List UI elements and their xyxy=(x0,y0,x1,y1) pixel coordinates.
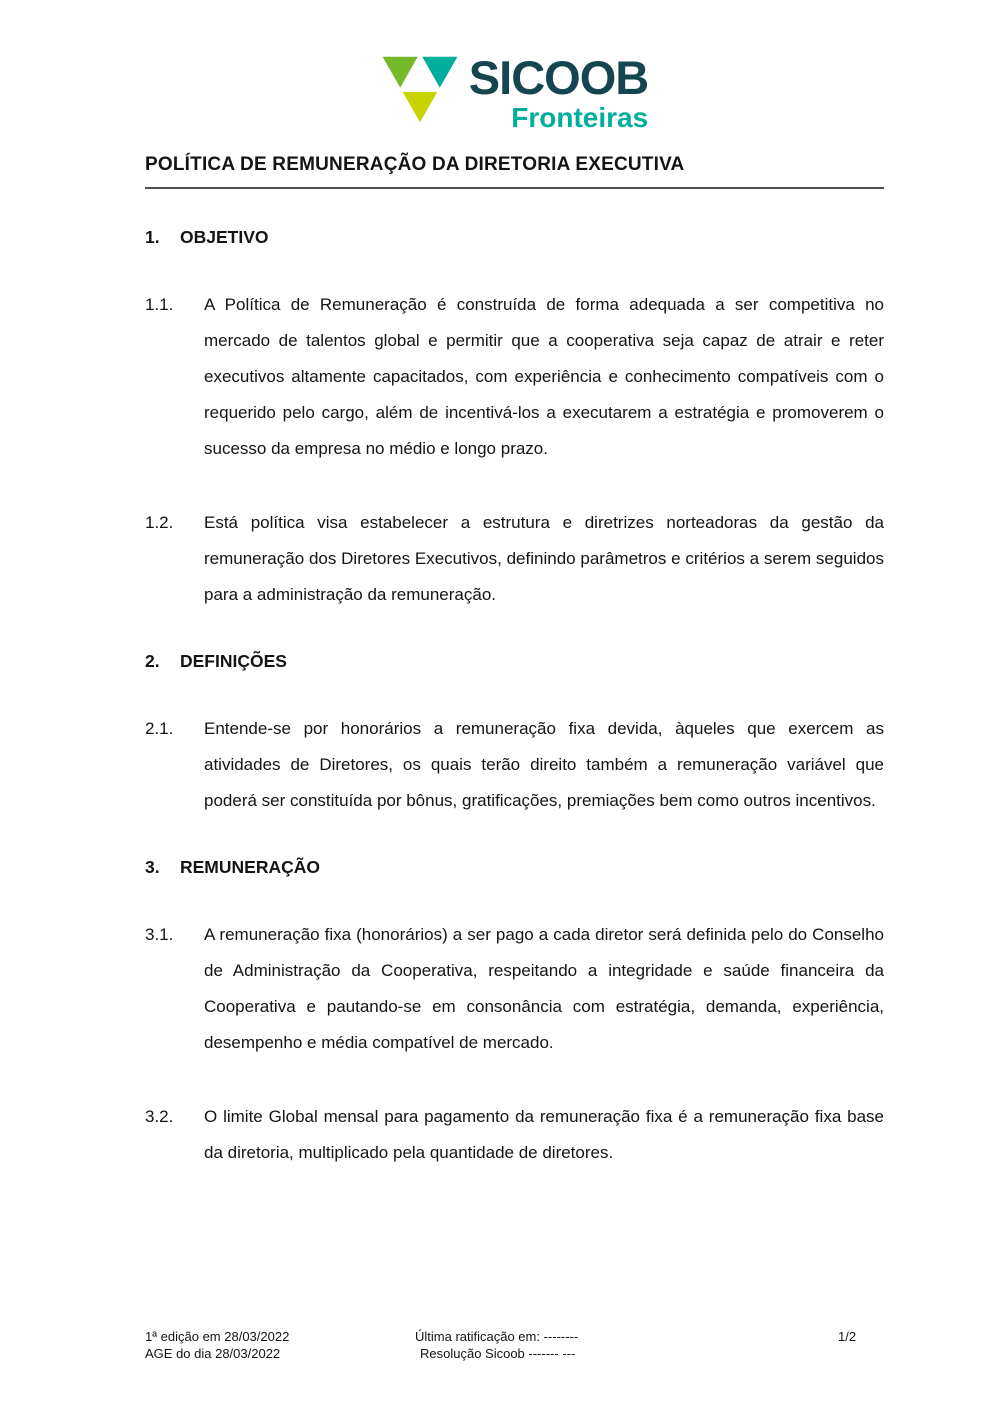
item-number: 3.2. xyxy=(145,1107,174,1126)
item-text: A Política de Remuneração é construída de forma adequada a ser competitiva no mercado de talentos global e permitir que a cooperativa seja capaz de atrair e reter executivos altamente capacitados, com experiência e conhecimento compatíveis com o requerido pelo cargo, além de incentivá-los a executarem a estratégia e promoverem o sucesso da empresa no médio e longo prazo. xyxy=(204,295,884,458)
item-number: 1.1. xyxy=(145,295,174,314)
section-heading-label: OBJETIVO xyxy=(180,227,269,247)
logo-brand-name: SICOOB xyxy=(468,51,649,104)
page-title: POLÍTICA DE REMUNERAÇÃO DA DIRETORIA EXECUTIVA xyxy=(145,154,685,175)
item-number: 3.1. xyxy=(145,925,174,944)
footer-resolution: Resolução Sicoob ------- --- xyxy=(420,1346,576,1361)
footer-ratification-info xyxy=(415,1328,838,1362)
logo-sub-brand-name: Fronteiras xyxy=(511,102,649,133)
paragraph-item-3-2 xyxy=(145,1099,884,1171)
sicoob-logo xyxy=(145,52,884,132)
page-footer xyxy=(145,1328,884,1362)
section-number: 3. xyxy=(145,857,160,877)
paragraph-item-2-1 xyxy=(145,711,884,819)
item-number: 1.2. xyxy=(145,513,174,532)
footer-age-date: AGE do dia 28/03/2022 xyxy=(145,1346,281,1361)
section-heading-definicoes xyxy=(145,649,884,673)
title-divider xyxy=(145,187,884,189)
footer-page-number: 1/2 xyxy=(838,1329,857,1344)
item-text: Entende-se por honorários a remuneração fixa devida, àqueles que exercem as atividades de Diretores, os quais terão direito também a remuneração variável que poderá ser constituída por bônus, gratificações, premiações bem como outros incentivos. xyxy=(204,719,884,810)
section-heading-objetivo xyxy=(145,225,884,249)
footer-first-edition: 1ª edição em 28/03/2022 xyxy=(145,1329,290,1344)
section-heading-label: DEFINIÇÕES xyxy=(180,651,287,671)
item-text: A remuneração fixa (honorários) a ser pago a cada diretor será definida pelo do Conselho de Administração da Cooperativa, respeitando a integridade e saúde financeira da Cooperativa e pautando-se em consonância com estratégia, demanda, experiência, desempenho e média compatível de mercado. xyxy=(204,925,884,1052)
paragraph-item-1-1 xyxy=(145,287,884,467)
sicoob-logo-text xyxy=(469,52,648,132)
sicoob-triangle-logo-icon xyxy=(381,55,459,124)
paragraph-item-1-2 xyxy=(145,505,884,613)
section-heading-remuneracao xyxy=(145,855,884,879)
item-text: O limite Global mensal para pagamento da remuneração fixa é a remuneração fixa base da diretoria, multiplicado pela quantidade de diretores. xyxy=(204,1107,884,1162)
item-text: Está política visa estabelecer a estrutura e diretrizes norteadoras da gestão da remuneração dos Diretores Executivos, definindo parâmetros e critérios a serem seguidos para a administração da remuneração. xyxy=(204,513,884,604)
section-number: 2. xyxy=(145,651,160,671)
item-number: 2.1. xyxy=(145,719,174,738)
section-number: 1. xyxy=(145,227,160,247)
footer-last-ratification: Última ratificação em: -------- xyxy=(415,1329,579,1344)
section-heading-label: REMUNERAÇÃO xyxy=(180,857,320,877)
footer-edition-info xyxy=(145,1328,415,1362)
paragraph-item-3-1 xyxy=(145,917,884,1061)
